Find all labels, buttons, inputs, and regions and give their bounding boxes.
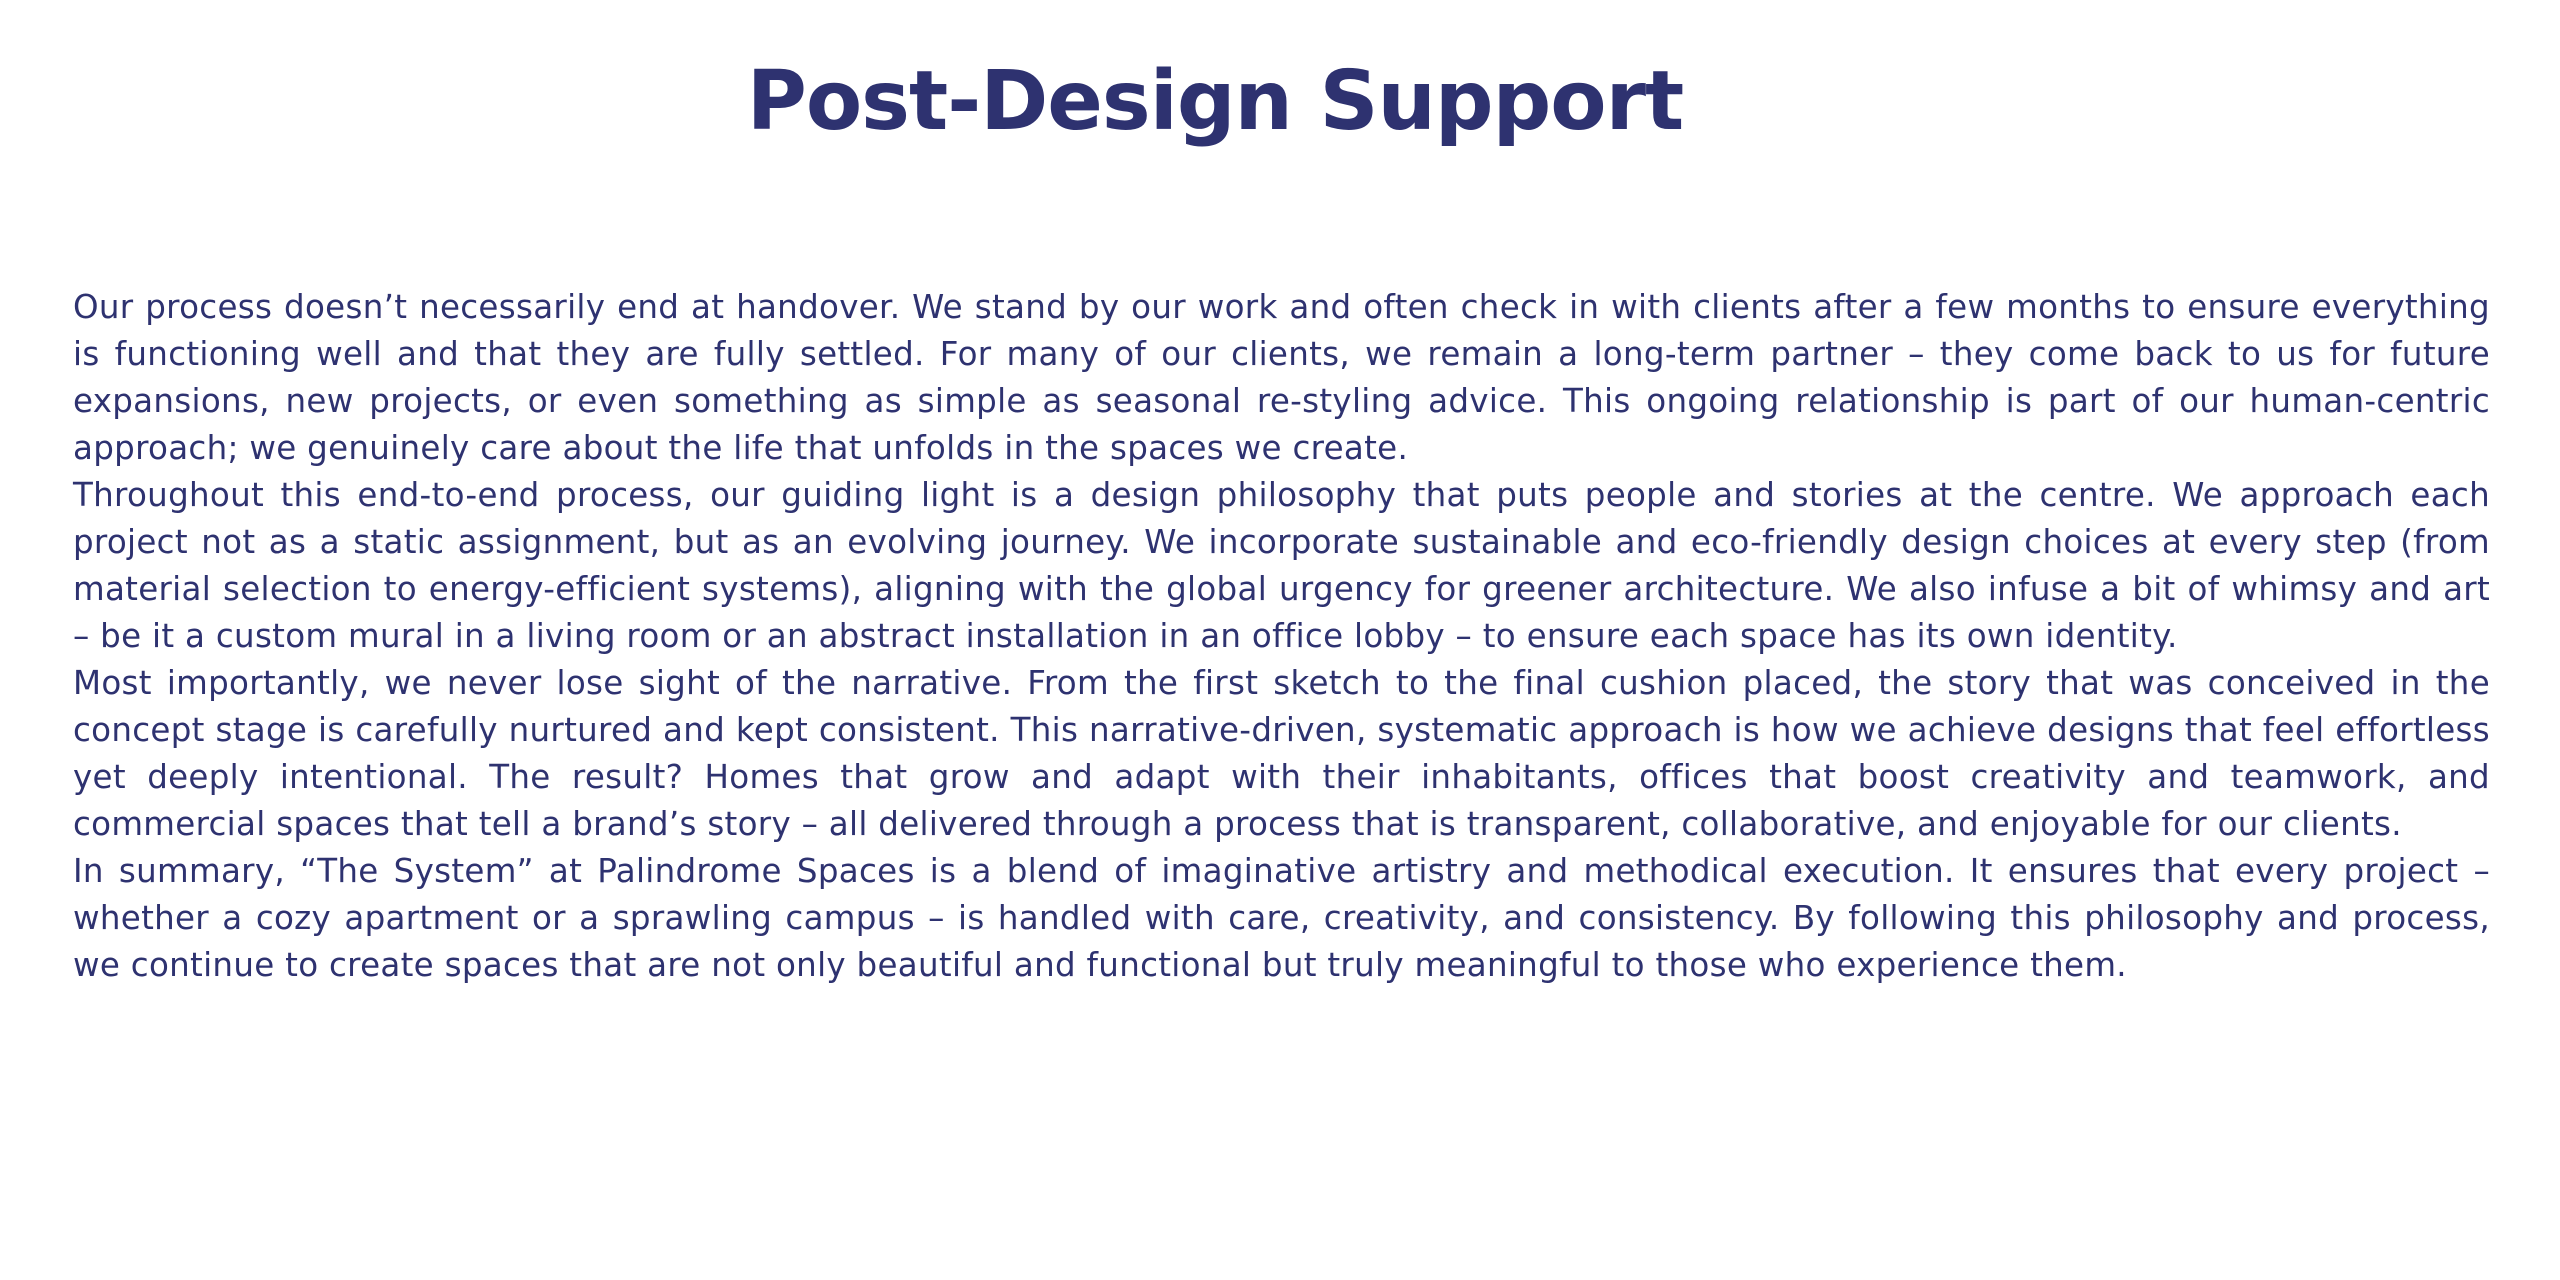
paragraph-design-philosophy: Throughout this end-to-end process, our guiding light is a design philosophy that puts people and stories at the centre. We approach each project not as a static assignment, but as an evolving journey. We incorporate sustainable and eco-friendly design choices at every step (from material selection to energy-efficient systems), aligning with the global urgency for greener architecture. We also infuse a bit of whimsy and art – be it a custom mural in a living room or an abstract installation in an office lobby – to ensure each space has its own identity.	[73, 476, 2490, 655]
paragraph-narrative: Most importantly, we never lose sight of the narrative. From the first sketch to the final cushion placed, the story that was conceived in the concept stage is carefully nurtured and kept consistent. This narrative-driven, systematic approach is how we achieve designs that feel effortless yet deeply intentional. The result? Homes that grow and adapt with their inhabitants, offices that boost creativity and teamwork, and commercial spaces that tell a brand’s story – all delivered through a process that is transparent, collaborative, and enjoyable for our clients.	[73, 664, 2490, 843]
page-title: Post-Design Support	[746, 54, 1684, 149]
paragraph-post-handover: Our process doesn’t necessarily end at handover. We stand by our work and often check in with clients after a few months to ensure everything is functioning well and that they are fully settled. For many of our clients, we remain a long-term partner – they come back to us for future expansions, new projects, or even something as simple as seasonal re-styling advice. This ongoing relationship is part of our human-centric approach; we genuinely care about the life that unfolds in the spaces we create.	[73, 288, 2490, 467]
paragraph-summary: In summary, “The System” at Palindrome Spaces is a blend of imaginative artistry and methodical execution. It ensures that every project – whether a cozy apartment or a sprawling campus – is handled with care, creativity, and consistency. By following this philosophy and process, we continue to create spaces that are not only beautiful and functional but truly meaningful to those who experience them.	[73, 852, 2490, 984]
body-text	[73, 284, 2490, 989]
